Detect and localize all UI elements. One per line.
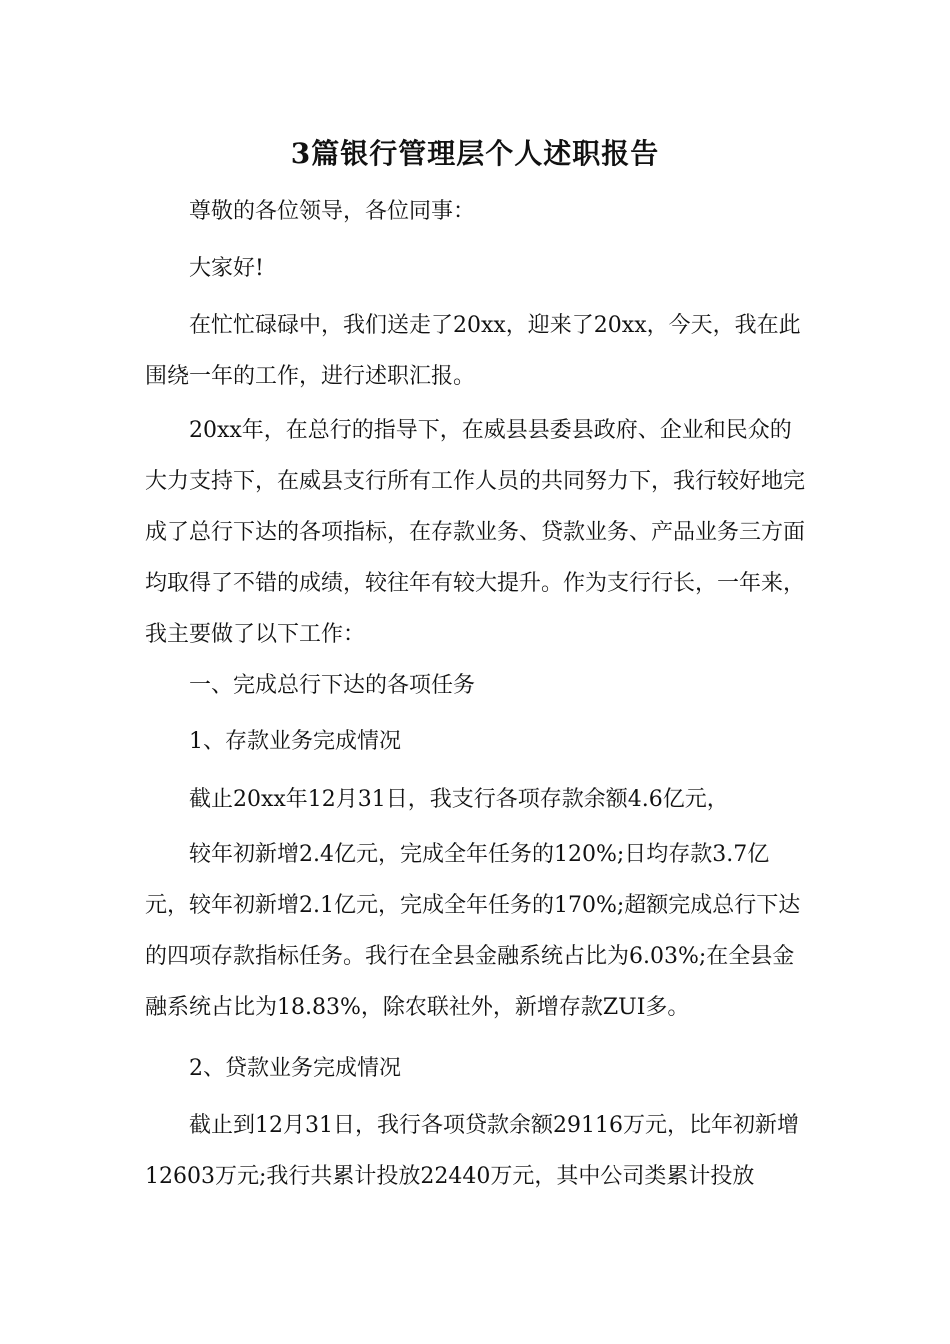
paragraph-loan-details: 截止到12月31日，我行各项贷款余额29116万元，比年初新增12603万元;我行共累计投放22440万元，其中公司类累计投放 <box>145 1113 799 1189</box>
paragraph-overview: 20xx年，在总行的指导下，在威县县委县政府、企业和民众的大力支持下，在威县支行所有工作人员的共同努力下，我行较好地完成了总行下达的各项指标，在存款业务、贷款业务、产品业务三方面均取得了不错的成绩，较往年有较大提升。作为支行行长，一年来，我主要做了以下工作： <box>145 418 806 647</box>
document-title: 3篇银行管理层个人述职报告 <box>290 137 660 170</box>
paragraph-deposit-details: 较年初新增2.4亿元，完成全年任务的120%;日均存款3.7亿元，较年初新增2.1亿元，完成全年任务的170%;超额完成总行下达的四项存款指标任务。我行在全县金融系统占比为6.03%;在全县金融系统占比为18.83%，除农联社外，新增存款ZUI多。 <box>145 842 801 1020</box>
section-heading-tasks: 一、完成总行下达的各项任务 <box>189 673 476 698</box>
subsection-heading-deposits: 1、存款业务完成情况 <box>189 729 401 754</box>
paragraph-deposit-balance: 截止20xx年12月31日，我支行各项存款余额4.6亿元， <box>189 787 729 812</box>
paragraph-greeting: 大家好! <box>189 256 264 281</box>
paragraph-salutation: 尊敬的各位领导，各位同事： <box>189 199 476 224</box>
paragraph-intro: 在忙忙碌碌中，我们送走了20xx，迎来了20xx，今天，我在此围绕一年的工作，进行述职汇报。 <box>145 313 801 389</box>
subsection-heading-loans: 2、贷款业务完成情况 <box>189 1056 401 1081</box>
